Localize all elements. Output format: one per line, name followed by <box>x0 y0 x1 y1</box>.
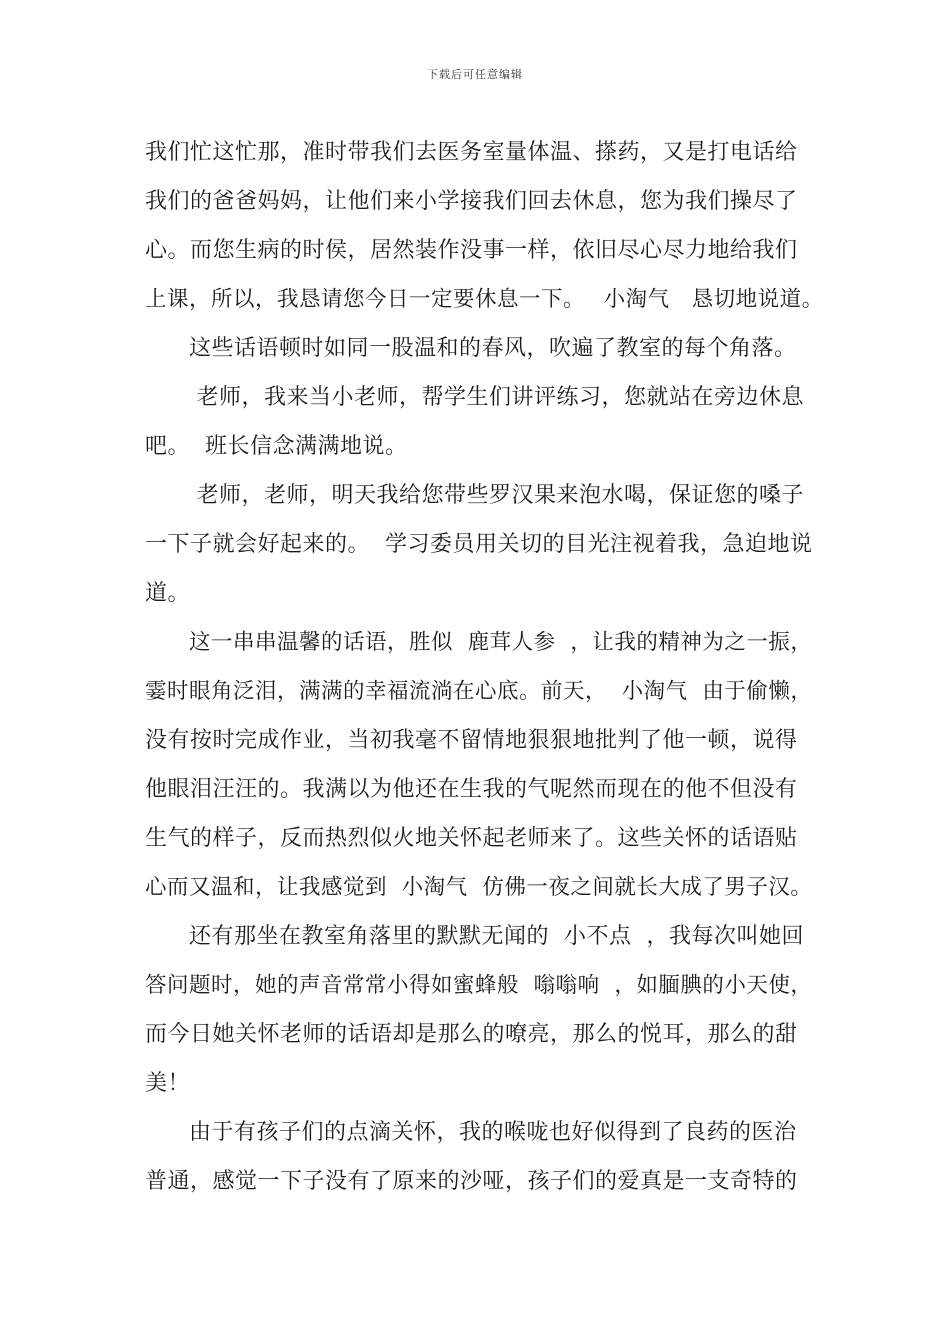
text-line: 老师，我来当小老师，帮学生们讲评练习，您就站在旁边休息 <box>189 385 804 410</box>
text-line: 答问题时，她的声音常常小得如蜜蜂般 嗡嗡响 ，如腼腆的小天使， <box>145 973 813 998</box>
text-line: 生气的样子，反而热烈似火地关怀起老师来了。这些关怀的话语贴 <box>145 826 798 851</box>
text-line: 霎时眼角泛泪，满满的幸福流淌在心底。前天， 小淘气 由于偷懒， <box>145 679 813 704</box>
text-line: 吧。 班长信念满满地说。 <box>145 434 408 459</box>
text-line: 一下子就会好起来的。 学习委员用关切的目光注视着我，急迫地说 <box>145 532 813 557</box>
text-line: 他眼泪汪汪的。我满以为他还在生我的气呢然而现在的他不但没有 <box>145 777 798 802</box>
document-body <box>145 128 825 1206</box>
text-line: 心。而您生病的时侯，居然装作没事一样，依旧尽心尽力地给我们 <box>145 238 798 263</box>
page-header: 下载后可任意编辑 <box>427 68 523 81</box>
text-line: 这些话语顿时如同一股温和的春风，吹遍了教室的每个角落。 <box>189 336 797 361</box>
text-line: 由于有孩子们的点滴关怀，我的喉咙也好似得到了良药的医治 <box>189 1120 797 1145</box>
text-line: 没有按时完成作业，当初我毫不留情地狠狠地批判了他一顿，说得 <box>145 728 798 753</box>
text-line: 还有那坐在教室角落里的默默无闻的 小不点 ，我每次叫她回 <box>189 924 804 949</box>
text-line: 普通，感觉一下子没有了原来的沙哑，孩子们的爱真是一支奇特的 <box>145 1169 798 1194</box>
text-line: 美！ <box>145 1071 191 1096</box>
text-line: 我们忙这忙那，准时带我们去医务室量体温、搽药，又是打电话给 <box>145 140 798 165</box>
text-line: 道。 <box>145 581 191 606</box>
text-line: 我们的爸爸妈妈，让他们来小学接我们回去休息，您为我们操尽了 <box>145 189 798 214</box>
text-line: 老师，老师，明天我给您带些罗汉果来泡水喝，保证您的嗓子 <box>189 483 804 508</box>
text-line: 心而又温和，让我感觉到 小淘气 仿佛一夜之间就长大成了男子汉。 <box>145 875 813 900</box>
text-line: 上课，所以，我恳请您今日一定要休息一下。 小淘气 恳切地说道。 <box>145 287 824 312</box>
text-line: 而今日她关怀老师的话语却是那么的嘹亮，那么的悦耳，那么的甜 <box>145 1022 798 1047</box>
text-line: 这一串串温馨的话语，胜似 鹿茸人参 ，让我的精神为之一振， <box>189 630 813 655</box>
